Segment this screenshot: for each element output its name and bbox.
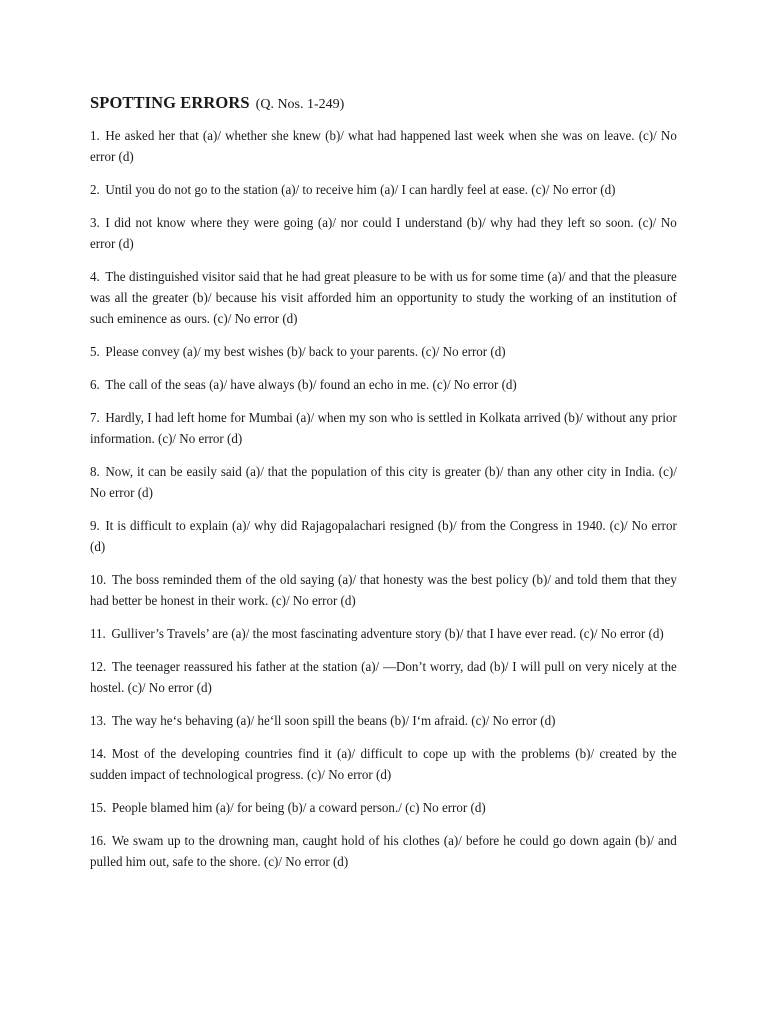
question-text: It is difficult to explain (a)/ why did Rajagopalachari resigned (b)/ from the Congress in 1940. (c)/ No error (d)	[90, 519, 677, 555]
question-number: 13.	[90, 714, 107, 729]
question-item	[90, 180, 677, 201]
question-number: 3.	[90, 216, 100, 231]
question-text: Most of the developing countries find it (a)/ difficult to cope up with the problems (b)/ created by the sudden impact of technological progress. (c)/ No error (d)	[90, 747, 677, 783]
question-item	[90, 657, 677, 699]
question-item	[90, 462, 677, 504]
question-item	[90, 516, 677, 558]
question-text: The teenager reassured his father at the station (a)/ —Don’t worry, dad (b)/ I will pull on very nicely at the hostel. (c)/ No error (d)	[90, 660, 677, 696]
question-number: 14.	[90, 747, 107, 762]
question-text: The boss reminded them of the old saying (a)/ that honesty was the best policy (b)/ and told them that they had better be honest in their work. (c)/ No error (d)	[90, 573, 677, 609]
question-number: 10.	[90, 573, 107, 588]
question-item	[90, 831, 677, 873]
question-item	[90, 375, 677, 396]
document-page	[90, 92, 677, 885]
question-item	[90, 267, 677, 330]
section-subtitle: (Q. Nos. 1-249)	[255, 97, 345, 112]
question-number: 2.	[90, 183, 100, 198]
question-text: People blamed him (a)/ for being (b)/ a coward person./ (c) No error (d)	[111, 801, 486, 816]
question-item	[90, 408, 677, 450]
question-number: 6.	[90, 378, 100, 393]
question-text: The distinguished visitor said that he had great pleasure to be with us for some time (a)/ and that the pleasure was all the greater (b)/ because his visit afforded him an opportunity to study the working of an institution of such eminence as ours. (c)/ No error (d)	[90, 270, 677, 327]
question-text: We swam up to the drowning man, caught hold of his clothes (a)/ before he could go down again (b)/ and pulled him out, safe to the shore. (c)/ No error (d)	[90, 834, 677, 870]
question-item	[90, 798, 677, 819]
question-number: 5.	[90, 345, 100, 360]
question-text: I did not know where they were going (a)/ nor could I understand (b)/ why had they left so soon. (c)/ No error (d)	[90, 216, 677, 252]
question-text: The call of the seas (a)/ have always (b)/ found an echo in me. (c)/ No error (d)	[105, 378, 517, 393]
question-item	[90, 624, 677, 645]
question-item	[90, 342, 677, 363]
question-text: Please convey (a)/ my best wishes (b)/ back to your parents. (c)/ No error (d)	[105, 345, 506, 360]
page-heading	[90, 92, 677, 116]
question-number: 4.	[90, 270, 100, 285]
question-number: 16.	[90, 834, 107, 849]
question-item	[90, 570, 677, 612]
question-number: 11.	[90, 627, 106, 642]
question-text: Gulliver’s Travels’ are (a)/ the most fascinating adventure story (b)/ that I have ever read. (c)/ No error (d)	[111, 627, 664, 642]
question-text: The way he‘s behaving (a)/ he‘ll soon spill the beans (b)/ I‘m afraid. (c)/ No error (d)	[111, 714, 556, 729]
question-item	[90, 126, 677, 168]
question-number: 9.	[90, 519, 100, 534]
question-text: He asked her that (a)/ whether she knew (b)/ what had happened last week when she was on leave. (c)/ No error (d)	[90, 129, 677, 165]
question-number: 12.	[90, 660, 107, 675]
question-item	[90, 213, 677, 255]
question-text: Until you do not go to the station (a)/ to receive him (a)/ I can hardly feel at ease. (c)/ No error (d)	[105, 183, 616, 198]
question-number: 15.	[90, 801, 107, 816]
question-text: Now, it can be easily said (a)/ that the population of this city is greater (b)/ than any other city in India. (c)/ No error (d)	[90, 465, 677, 501]
question-number: 1.	[90, 129, 100, 144]
question-number: 8.	[90, 465, 100, 480]
section-title: SPOTTING ERRORS	[90, 93, 250, 112]
question-item	[90, 711, 677, 732]
question-number: 7.	[90, 411, 100, 426]
question-item	[90, 744, 677, 786]
question-text: Hardly, I had left home for Mumbai (a)/ when my son who is settled in Kolkata arrived (b)/ without any prior information. (c)/ No error (d)	[90, 411, 677, 447]
